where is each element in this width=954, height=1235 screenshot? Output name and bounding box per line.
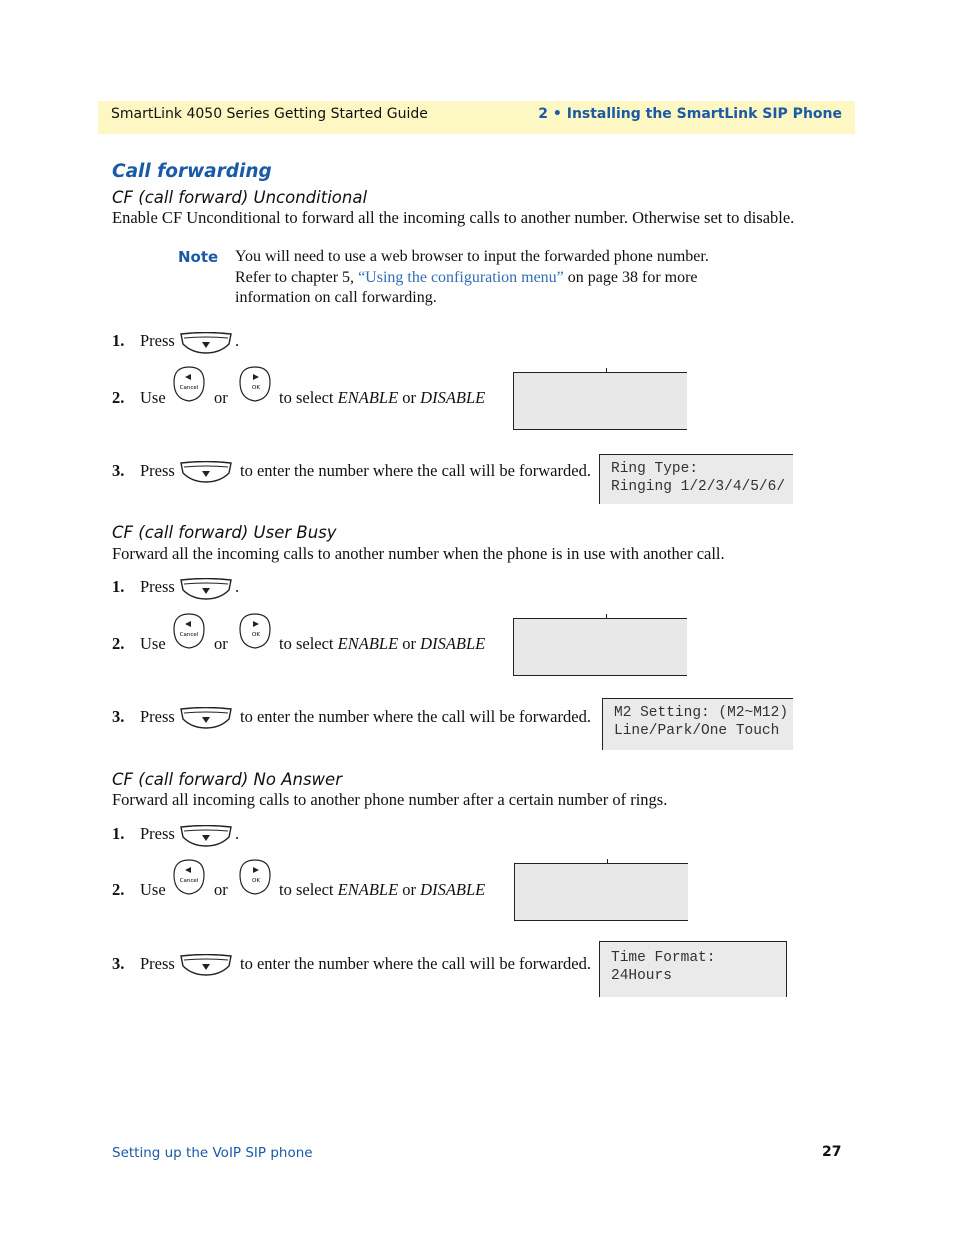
note-line-3: information on call forwarding. (235, 289, 437, 306)
step-word-press: Press (140, 954, 175, 973)
step-period: . (235, 577, 240, 596)
disable-option: DISABLE (420, 880, 486, 899)
note-line-2-suffix: on page 38 for more (563, 269, 698, 286)
down-arrow-key-icon (180, 578, 232, 600)
lcd-line-1: M2 Setting: (M2~M12) (614, 705, 789, 721)
step-number: 3. (112, 707, 125, 726)
note-line-2 (235, 269, 698, 287)
down-arrow-key-icon (180, 954, 232, 976)
lcd-line-2: Line/Park/One Touch (614, 723, 780, 739)
step-word-press: Press (140, 461, 175, 480)
subsection-description-no-answer: Forward all incoming calls to another phone number after a certain number of rings. (112, 790, 668, 809)
lcd-line-2: Ringing 1/2/3/4/5/6/ (611, 479, 786, 495)
lcd-line-2: 24Hours (611, 968, 672, 984)
step-word-or: or (214, 634, 228, 653)
subsection-title-no-answer: CF (call forward) No Answer (112, 770, 342, 789)
subsection-description-unconditional: Enable CF Unconditional to forward all the incoming calls to another number. Otherwise set to disable. (112, 208, 795, 227)
step-word-use: Use (140, 634, 166, 653)
step-number: 1. (112, 577, 125, 596)
disable-option: DISABLE (420, 634, 486, 653)
step-word-or: or (214, 880, 228, 899)
cancel-key-label: Cancel (179, 385, 199, 391)
step-period: . (235, 331, 240, 350)
section-title: Call forwarding (112, 161, 272, 182)
lcd-line-1: Ring Type: (611, 461, 699, 477)
ok-key-label: OK (252, 385, 260, 391)
subsection-title-user-busy: CF (call forward) User Busy (112, 523, 337, 542)
subsection-title-unconditional: CF (call forward) Unconditional (112, 188, 368, 207)
down-arrow-key-icon (180, 332, 232, 354)
step-number: 1. (112, 824, 125, 843)
step-word-use: Use (140, 388, 166, 407)
step-number: 2. (112, 634, 125, 653)
step-word-press: Press (140, 707, 175, 726)
down-arrow-key-icon (180, 461, 232, 483)
step-word-press: Press (140, 824, 175, 843)
subsection-description-user-busy: Forward all the incoming calls to another number when the phone is in use with another call. (112, 544, 725, 563)
configuration-menu-link[interactable]: “Using the configuration menu” (358, 269, 564, 286)
step-word-use: Use (140, 880, 166, 899)
disable-option: DISABLE (420, 388, 486, 407)
lcd-screen-ring-type (599, 454, 793, 504)
note-line-1: You will need to use a web browser to input the forwarded phone number. (235, 248, 709, 265)
header-guide-title: SmartLink 4050 Series Getting Started Guide (111, 106, 428, 122)
select-prefix: to select (279, 634, 338, 653)
step-word-press: Press (140, 331, 175, 350)
cancel-left-key-icon (173, 613, 205, 649)
ok-right-key-icon (239, 613, 271, 649)
cancel-left-key-icon (173, 859, 205, 895)
step-number: 3. (112, 954, 125, 973)
enter-number-text: to enter the number where the call will be forwarded. (240, 954, 591, 973)
enable-option: ENABLE (337, 388, 399, 407)
ok-right-key-icon (239, 859, 271, 895)
select-enable-disable-text (279, 634, 485, 654)
enter-number-text: to enter the number where the call will be forwarded. (240, 707, 591, 726)
note-label: Note (178, 248, 219, 266)
step-period: . (235, 824, 240, 843)
step-number: 2. (112, 880, 125, 899)
or-mid: or (398, 634, 421, 653)
step-number: 1. (112, 331, 125, 350)
lcd-screen-blank (513, 372, 687, 430)
ok-right-key-icon (239, 366, 271, 402)
lcd-screen-blank (514, 863, 688, 921)
or-mid: or (398, 388, 421, 407)
lcd-screen-time-format (599, 941, 787, 997)
enable-option: ENABLE (337, 880, 399, 899)
step-word-press: Press (140, 577, 175, 596)
select-prefix: to select (279, 880, 338, 899)
cancel-left-key-icon (173, 366, 205, 402)
cancel-key-label: Cancel (179, 632, 199, 638)
footer-chapter-title: Setting up the VoIP SIP phone (112, 1145, 313, 1161)
enter-number-text: to enter the number where the call will be forwarded. (240, 461, 591, 480)
down-arrow-key-icon (180, 707, 232, 729)
select-enable-disable-text (279, 880, 485, 900)
ok-key-label: OK (252, 632, 260, 638)
ok-key-label: OK (252, 878, 260, 884)
lcd-screen-blank (513, 618, 687, 676)
note-line-2-prefix: Refer to chapter 5, (235, 269, 359, 286)
step-number: 2. (112, 388, 125, 407)
select-enable-disable-text (279, 388, 485, 408)
header-chapter-title: 2 • Installing the SmartLink SIP Phone (538, 106, 842, 122)
enable-option: ENABLE (337, 634, 399, 653)
step-number: 3. (112, 461, 125, 480)
or-mid: or (398, 880, 421, 899)
page-number: 27 (822, 1144, 842, 1160)
step-word-or: or (214, 388, 228, 407)
select-prefix: to select (279, 388, 338, 407)
lcd-screen-m2-setting (602, 698, 793, 750)
down-arrow-key-icon (180, 825, 232, 847)
cancel-key-label: Cancel (179, 878, 199, 884)
lcd-line-1: Time Format: (611, 950, 716, 966)
